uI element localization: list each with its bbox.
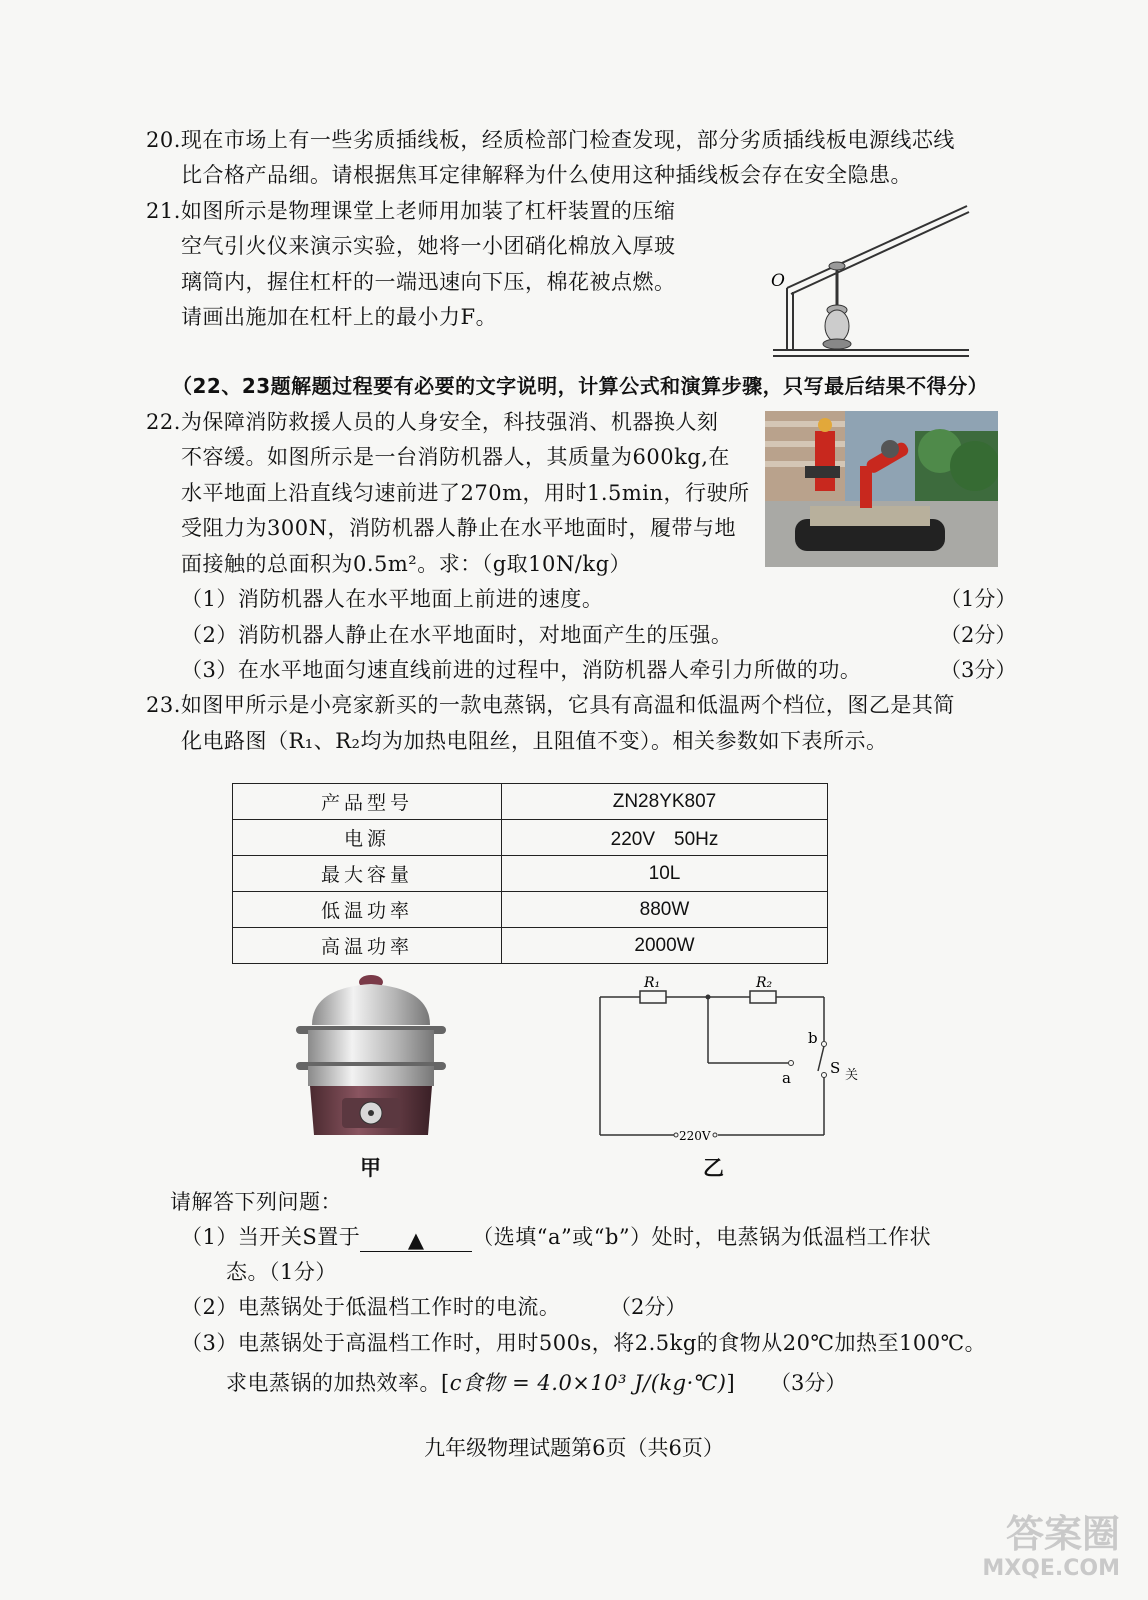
table-row <box>233 784 828 820</box>
terminal-a-label: a <box>782 1069 791 1087</box>
watermark-logo <box>982 1512 1120 1582</box>
switch-s-label: S <box>830 1059 841 1077</box>
q22-part2-points: （2分） <box>940 623 1017 647</box>
q22-part3-points: （3分） <box>940 658 1017 682</box>
watermark-top: 答案圈 <box>1005 1512 1120 1556</box>
switch-guan-label: 关 <box>845 1068 859 1083</box>
figure-jia-caption: 甲 <box>360 1156 381 1180</box>
q22-line2: 不容缓。如图所示是一台消防机器人，其质量为600kg,在 <box>181 445 730 469</box>
table-key: 高温功率 <box>233 928 502 964</box>
voltage-label: 220V <box>679 1129 711 1143</box>
q23-part2: （2）电蒸锅处于低温档工作时的电流。 <box>181 1295 561 1319</box>
q20-line1: 20.现在市场上有一些劣质插线板，经质检部门检查发现，部分劣质插线板电源线芯线 <box>146 128 955 152</box>
q22-part1-points: （1分） <box>940 587 1017 611</box>
table-value: 10L <box>502 856 828 892</box>
table-key: 低温功率 <box>233 892 502 928</box>
table-row <box>233 928 828 964</box>
q22-line1: 22.为保障消防救援人员的人身安全，科技强消、机器换人刻 <box>146 410 719 434</box>
q23-part3-post: ] <box>726 1371 736 1395</box>
q23-line1: 23.如图甲所示是小亮家新买的一款电蒸锅，它具有高温和低温两个档位，图乙是其简 <box>146 693 955 717</box>
specific-heat-formula: c食物 = 4.0×10³ J/(kg·℃) <box>449 1371 727 1395</box>
q23-part2-points: （2分） <box>610 1295 687 1319</box>
page-footer: 九年级物理试题第6页（共6页） <box>424 1436 724 1460</box>
watermark-bottom: MXQE.COM <box>982 1556 1120 1581</box>
spec-table <box>232 783 828 964</box>
r1-label: R₁ <box>644 975 661 991</box>
q20-line2: 比合格产品细。请根据焦耳定律解释为什么使用这种插线板会存在安全隐患。 <box>181 163 912 187</box>
circuit-diagram <box>590 965 870 1150</box>
fulcrum-label-o: O <box>771 271 785 291</box>
table-row <box>233 892 828 928</box>
table-key: 电源 <box>233 820 502 856</box>
q23-part1-post: （选填“a”或“b”）处时，电蒸锅为低温档工作状 <box>472 1225 932 1249</box>
q23-part1-line2: 态。（1分） <box>226 1260 337 1284</box>
resistor-r2 <box>750 991 776 1003</box>
r2-label: R₂ <box>756 975 773 991</box>
table-value: ZN28YK807 <box>502 784 828 820</box>
q23-part1-pre: （1）当开关S置于 <box>181 1225 361 1249</box>
q23-prompt: 请解答下列问题： <box>170 1190 342 1214</box>
q23-part3-pre: 求电蒸锅的加热效率。[ <box>226 1371 450 1395</box>
table-value: 220V 50Hz <box>502 820 828 856</box>
q23-part3-line2 <box>226 1368 735 1398</box>
terminal-b-label: b <box>808 1029 818 1047</box>
table-row <box>233 856 828 892</box>
q21-line1: 21.如图所示是物理课堂上老师用加装了杠杆装置的压缩 <box>146 199 676 223</box>
fire-robot-photo <box>765 411 998 567</box>
table-row <box>233 820 828 856</box>
q22-part2: （2）消防机器人静止在水平地面时，对地面产生的压强。 <box>181 623 733 647</box>
q22-line3: 水平地面上沿直线匀速前进了270m，用时1.5min，行驶所 <box>181 481 750 505</box>
q23-part1 <box>181 1222 931 1252</box>
table-value: 880W <box>502 892 828 928</box>
q22-part1: （1）消防机器人在水平地面上前进的速度。 <box>181 587 604 611</box>
q22-line5: 面接触的总面积为0.5m²。求：（g取10N/kg） <box>181 552 632 576</box>
steamer-photo <box>290 970 452 1142</box>
q23-line2: 化电路图（R₁、R₂均为加热电阻丝，且阻值不变）。相关参数如下表所示。 <box>181 729 888 753</box>
answer-blank[interactable]: ▲ <box>360 1225 472 1252</box>
table-value: 2000W <box>502 928 828 964</box>
q23-part3-points: （3分） <box>770 1371 847 1395</box>
q22-part3: （3）在水平地面匀速直线前进的过程中，消防机器人牵引力所做的功。 <box>181 658 862 682</box>
solution-instruction: （22、23题解题过程要有必要的文字说明，计算公式和演算步骤，只写最后结果不得分） <box>172 374 989 398</box>
resistor-r1 <box>640 991 666 1003</box>
q22-line4: 受阻力为300N，消防机器人静止在水平地面时，履带与地 <box>181 516 736 540</box>
q21-line2: 空气引火仪来演示实验，她将一小团硝化棉放入厚玻 <box>181 234 676 258</box>
q23-part3-line1: （3）电蒸锅处于高温档工作时，用时500s，将2.5kg的食物从20℃加热至100℃。 <box>181 1331 987 1355</box>
figure-yi-caption: 乙 <box>703 1156 724 1180</box>
q21-line3: 璃筒内，握住杠杆的一端迅速向下压，棉花被点燃。 <box>181 270 676 294</box>
lever-fire-syringe-figure <box>765 200 975 360</box>
table-key: 产品型号 <box>233 784 502 820</box>
q21-line4: 请画出施加在杠杆上的最小力F。 <box>181 305 498 329</box>
table-key: 最大容量 <box>233 856 502 892</box>
